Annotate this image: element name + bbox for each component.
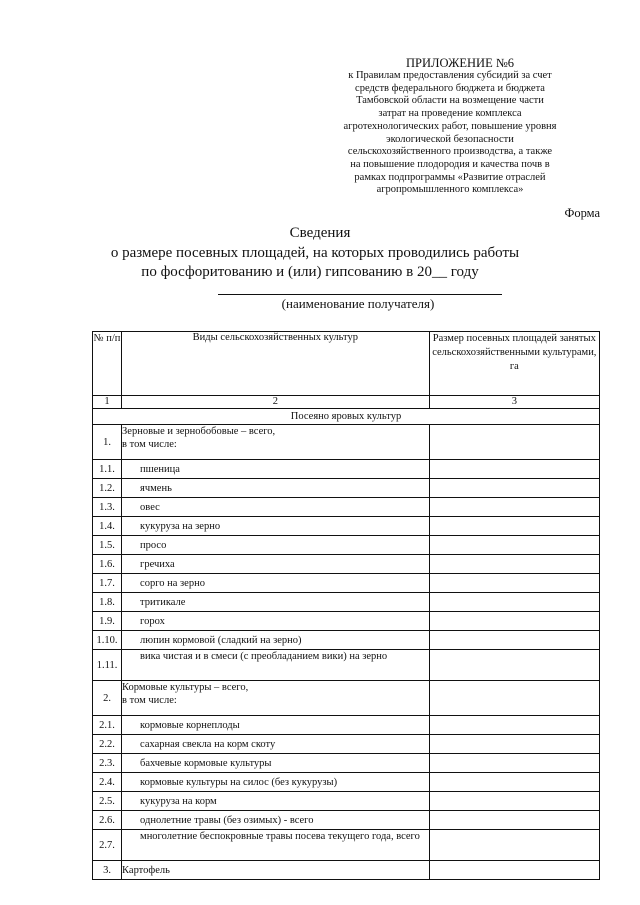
heading-subtitle-2: по фосфоритованию и (или) гипсованию в 20__ году bbox=[141, 264, 479, 280]
area-input-cell[interactable] bbox=[429, 536, 599, 555]
crop-name: многолетние беспокровные травы посева текущего года, всего bbox=[122, 830, 430, 861]
crop-name: кукуруза на зерно bbox=[122, 517, 430, 536]
area-input-cell[interactable] bbox=[429, 479, 599, 498]
crop-name: бахчевые кормовые культуры bbox=[122, 754, 430, 773]
table-row bbox=[93, 830, 600, 861]
area-input-cell[interactable] bbox=[429, 773, 599, 792]
crop-name: вика чистая и в смеси (с преобладанием вики) на зерно bbox=[122, 650, 430, 681]
crop-name: кукуруза на корм bbox=[122, 792, 430, 811]
table-row bbox=[93, 861, 600, 880]
table-row bbox=[93, 735, 600, 754]
appendix-line: Тамбовской области на возмещение части bbox=[356, 95, 544, 107]
heading-title: Сведения bbox=[289, 225, 351, 241]
crop-name: просо bbox=[122, 536, 430, 555]
heading-subtitle: о размере посевных площадей, на которых проводились работы bbox=[110, 244, 520, 261]
row-number: 2.4. bbox=[93, 773, 122, 792]
area-input-cell[interactable] bbox=[429, 754, 599, 773]
table-row bbox=[93, 716, 600, 735]
area-input-cell[interactable] bbox=[429, 574, 599, 593]
area-input-cell[interactable] bbox=[429, 830, 599, 861]
area-input-cell[interactable] bbox=[429, 861, 599, 880]
appendix-line: сельскохозяйственного производства, а также bbox=[347, 146, 553, 158]
row-number: 2.1. bbox=[93, 716, 122, 735]
row-number: 1.6. bbox=[93, 555, 122, 574]
row-number: 1.10. bbox=[93, 631, 122, 650]
row-number: 2.3. bbox=[93, 754, 122, 773]
column-number: 3 bbox=[429, 396, 599, 409]
table-row bbox=[93, 460, 600, 479]
area-input-cell[interactable] bbox=[429, 460, 599, 479]
crop-name: кормовые корнеплоды bbox=[122, 716, 430, 735]
crop-name: овес bbox=[122, 498, 430, 517]
row-number: 2. bbox=[93, 681, 122, 716]
crop-name: горох bbox=[122, 612, 430, 631]
row-number: 1.8. bbox=[93, 593, 122, 612]
area-input-cell[interactable] bbox=[429, 517, 599, 536]
appendix-line: агротехнологических работ, повышение уровня bbox=[343, 120, 557, 132]
crop-name: гречиха bbox=[122, 555, 430, 574]
area-input-cell[interactable] bbox=[429, 716, 599, 735]
row-number: 2.5. bbox=[93, 792, 122, 811]
column-number: 1 bbox=[93, 396, 122, 409]
area-input-cell[interactable] bbox=[429, 555, 599, 574]
crop-name: Зерновые и зернобобовые – всего, в том числе: bbox=[122, 425, 430, 460]
crop-name: тритикале bbox=[122, 593, 430, 612]
table-row bbox=[93, 631, 600, 650]
recipient-name-line[interactable] bbox=[218, 294, 502, 295]
appendix-line: затрат на проведение комплекса bbox=[378, 108, 522, 120]
table-row bbox=[93, 754, 600, 773]
crop-name: ячмень bbox=[122, 479, 430, 498]
area-input-cell[interactable] bbox=[429, 811, 599, 830]
crop-name: кормовые культуры на силос (без кукурузы) bbox=[122, 773, 430, 792]
table-row bbox=[93, 811, 600, 830]
area-input-cell[interactable] bbox=[429, 792, 599, 811]
row-number: 1.3. bbox=[93, 498, 122, 517]
table-row bbox=[93, 792, 600, 811]
column-numbers-row bbox=[93, 396, 600, 409]
row-number: 1.5. bbox=[93, 536, 122, 555]
table-row bbox=[93, 479, 600, 498]
area-input-cell[interactable] bbox=[429, 631, 599, 650]
table-row bbox=[93, 536, 600, 555]
table-row bbox=[93, 650, 600, 681]
table-row bbox=[93, 555, 600, 574]
row-number: 1.1. bbox=[93, 460, 122, 479]
column-number: 2 bbox=[122, 396, 430, 409]
table-row bbox=[93, 498, 600, 517]
col-header-crop: Виды сельскохозяйственных культур bbox=[122, 332, 430, 396]
appendix-line: агропромышленного комплекса» bbox=[376, 184, 524, 196]
crop-name: Картофель bbox=[122, 861, 430, 880]
table-row bbox=[93, 425, 600, 460]
row-number: 1. bbox=[93, 425, 122, 460]
appendix-line: средств федерального бюджета и бюджета bbox=[355, 82, 545, 94]
col-header-num: № п/п bbox=[93, 332, 122, 396]
row-number: 1.11. bbox=[93, 650, 122, 681]
table-row bbox=[93, 517, 600, 536]
section-row bbox=[93, 409, 600, 425]
appendix-line: рамках подпрограммы «Развитие отраслей bbox=[354, 171, 546, 183]
area-input-cell[interactable] bbox=[429, 681, 599, 716]
crop-name: сахарная свекла на корм скоту bbox=[122, 735, 430, 754]
crop-name: однолетние травы (без озимых) - всего bbox=[122, 811, 430, 830]
row-number: 1.2. bbox=[93, 479, 122, 498]
row-number: 2.7. bbox=[93, 830, 122, 861]
document-heading bbox=[0, 224, 640, 283]
row-number: 3. bbox=[93, 861, 122, 880]
recipient-caption: (наименование получателя) bbox=[281, 296, 435, 311]
table-row bbox=[93, 773, 600, 792]
area-input-cell[interactable] bbox=[429, 735, 599, 754]
row-number: 1.7. bbox=[93, 574, 122, 593]
table-row bbox=[93, 593, 600, 612]
row-number: 1.9. bbox=[93, 612, 122, 631]
section-title: Посеяно яровых культур bbox=[93, 409, 600, 425]
appendix-line: к Правилам предоставления субсидий за счет bbox=[348, 70, 552, 81]
appendix-line: экологической безопасности bbox=[386, 133, 514, 145]
crops-table bbox=[92, 331, 600, 880]
crop-name: сорго на зерно bbox=[122, 574, 430, 593]
appendix-title: ПРИЛОЖЕНИЕ №6 bbox=[405, 56, 515, 70]
area-input-cell[interactable] bbox=[429, 612, 599, 631]
area-input-cell[interactable] bbox=[429, 498, 599, 517]
form-label: Форма bbox=[564, 206, 600, 220]
crop-name: люпин кормовой (сладкий на зерно) bbox=[122, 631, 430, 650]
table-row bbox=[93, 612, 600, 631]
table-header-row bbox=[93, 332, 600, 396]
area-input-cell[interactable] bbox=[429, 425, 599, 460]
col-header-area: Размер посевных площадей занятых сельскохозяйственными культурами, га bbox=[429, 332, 599, 396]
table-row bbox=[93, 574, 600, 593]
table-row bbox=[93, 681, 600, 716]
row-number: 1.4. bbox=[93, 517, 122, 536]
crop-name: пшеница bbox=[122, 460, 430, 479]
area-input-cell[interactable] bbox=[429, 593, 599, 612]
row-number: 2.6. bbox=[93, 811, 122, 830]
appendix-line: на повышение плодородия и качества почв в bbox=[350, 158, 550, 170]
row-number: 2.2. bbox=[93, 735, 122, 754]
area-input-cell[interactable] bbox=[429, 650, 599, 681]
crop-name: Кормовые культуры – всего, в том числе: bbox=[122, 681, 430, 716]
appendix-block bbox=[300, 56, 600, 197]
